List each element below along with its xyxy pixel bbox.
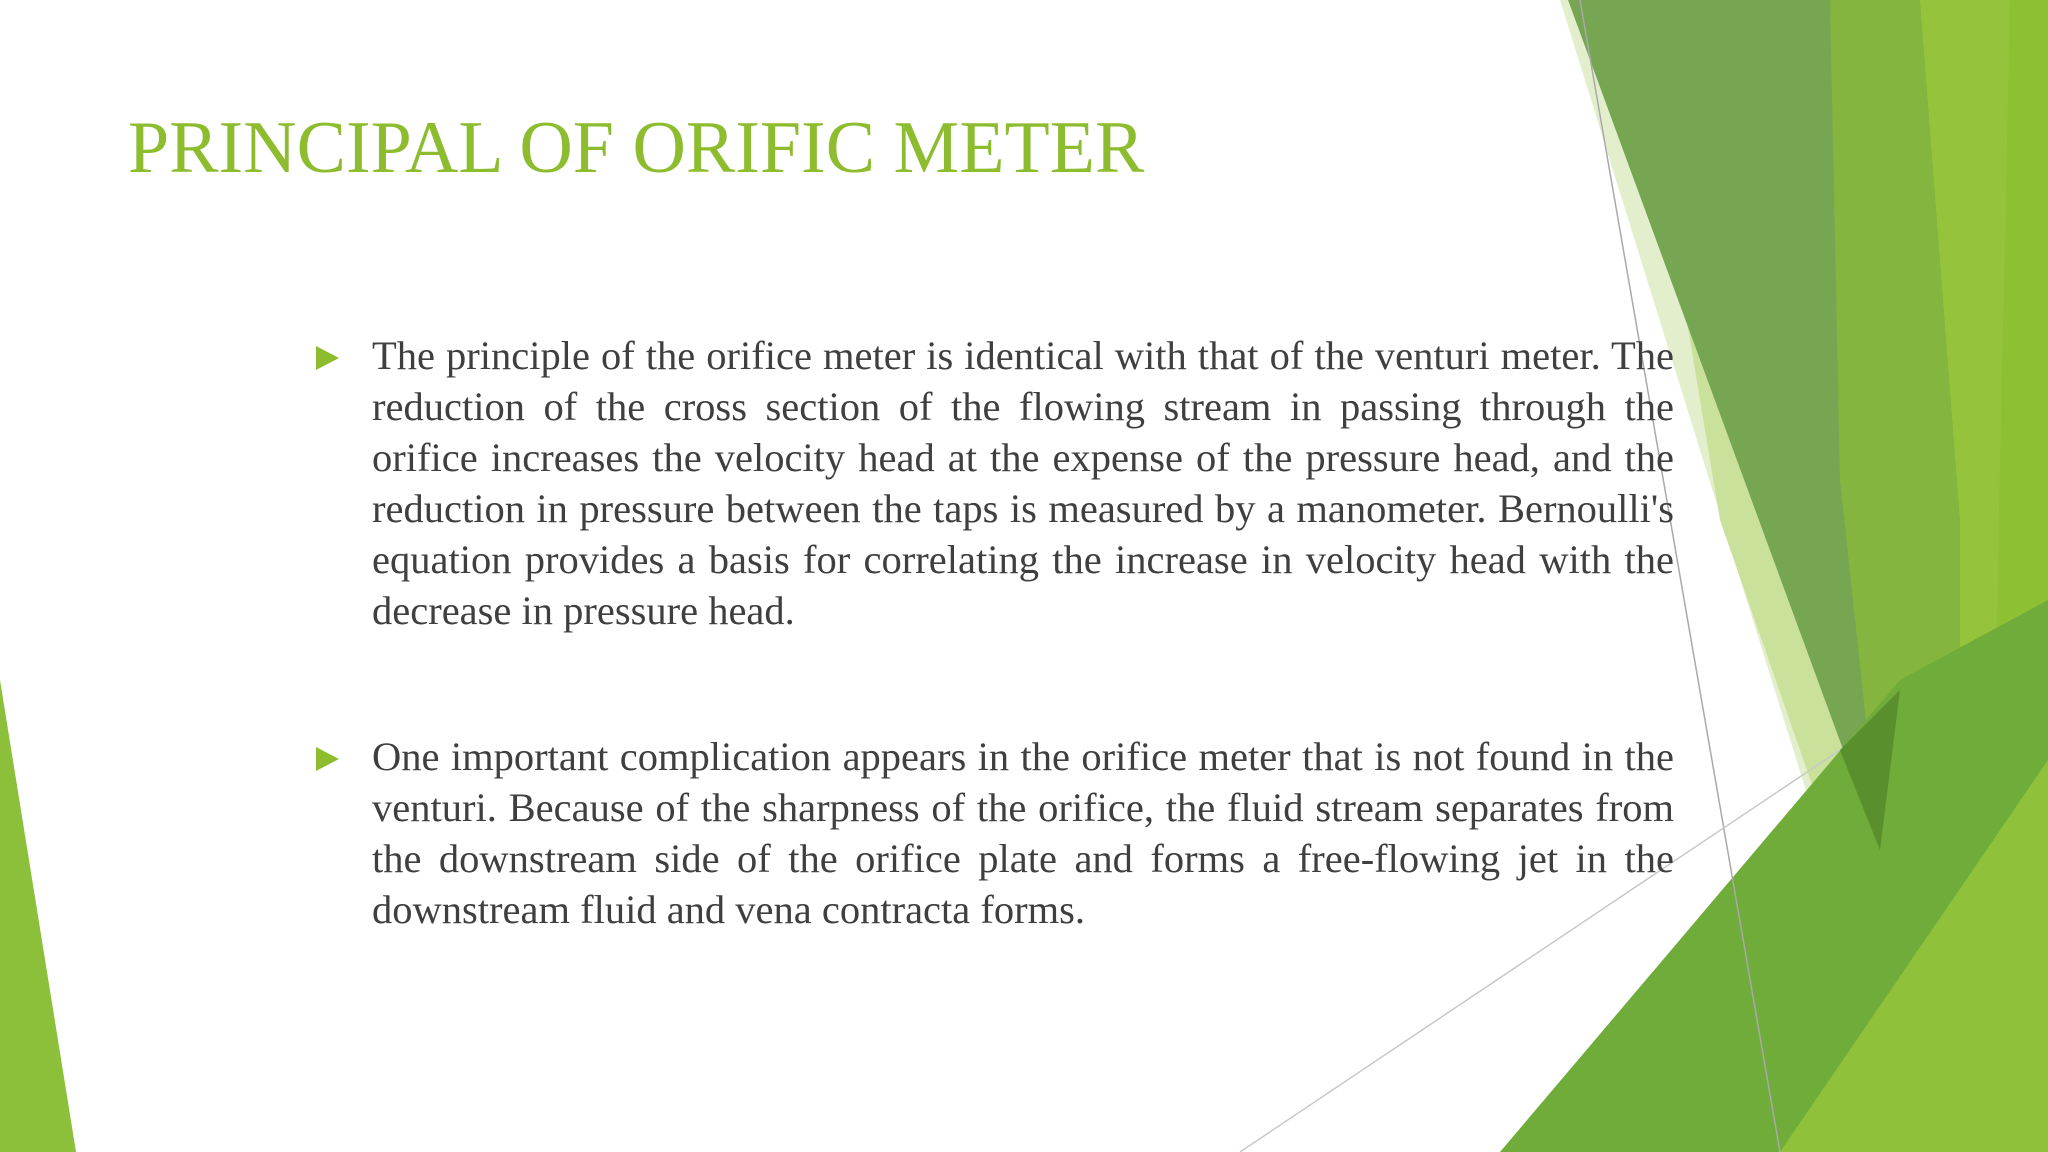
- bullet-item: [316, 330, 1674, 636]
- bullet-text: The principle of the orifice meter is identical with that of the venturi meter. The reduction of the cross section of the flowing stream in passing through the orifice increases the velocity head at the expense of the pressure head, and the reduction in pressure between the taps is measured by a manometer. Bernoulli's equation provides a basis for correlating the increase in velocity head with the decrease in pressure head.: [372, 333, 1674, 633]
- triangle-bullet-icon: [316, 346, 339, 370]
- bullet-item: [316, 731, 1674, 935]
- triangle-bullet-icon: [316, 747, 339, 771]
- bullet-text: One important complication appears in the orifice meter that is not found in the venturi. Because of the sharpness of the orifice, the fluid stream separates from the downstream side of the orifice plate and forms a free-flowing jet in the downstream fluid and vena contracta forms.: [372, 734, 1674, 932]
- left-green-facet: [0, 680, 76, 1152]
- slide-title: PRINCIPAL OF ORIFIC METER: [128, 107, 1145, 189]
- bullet-list: [316, 330, 1674, 935]
